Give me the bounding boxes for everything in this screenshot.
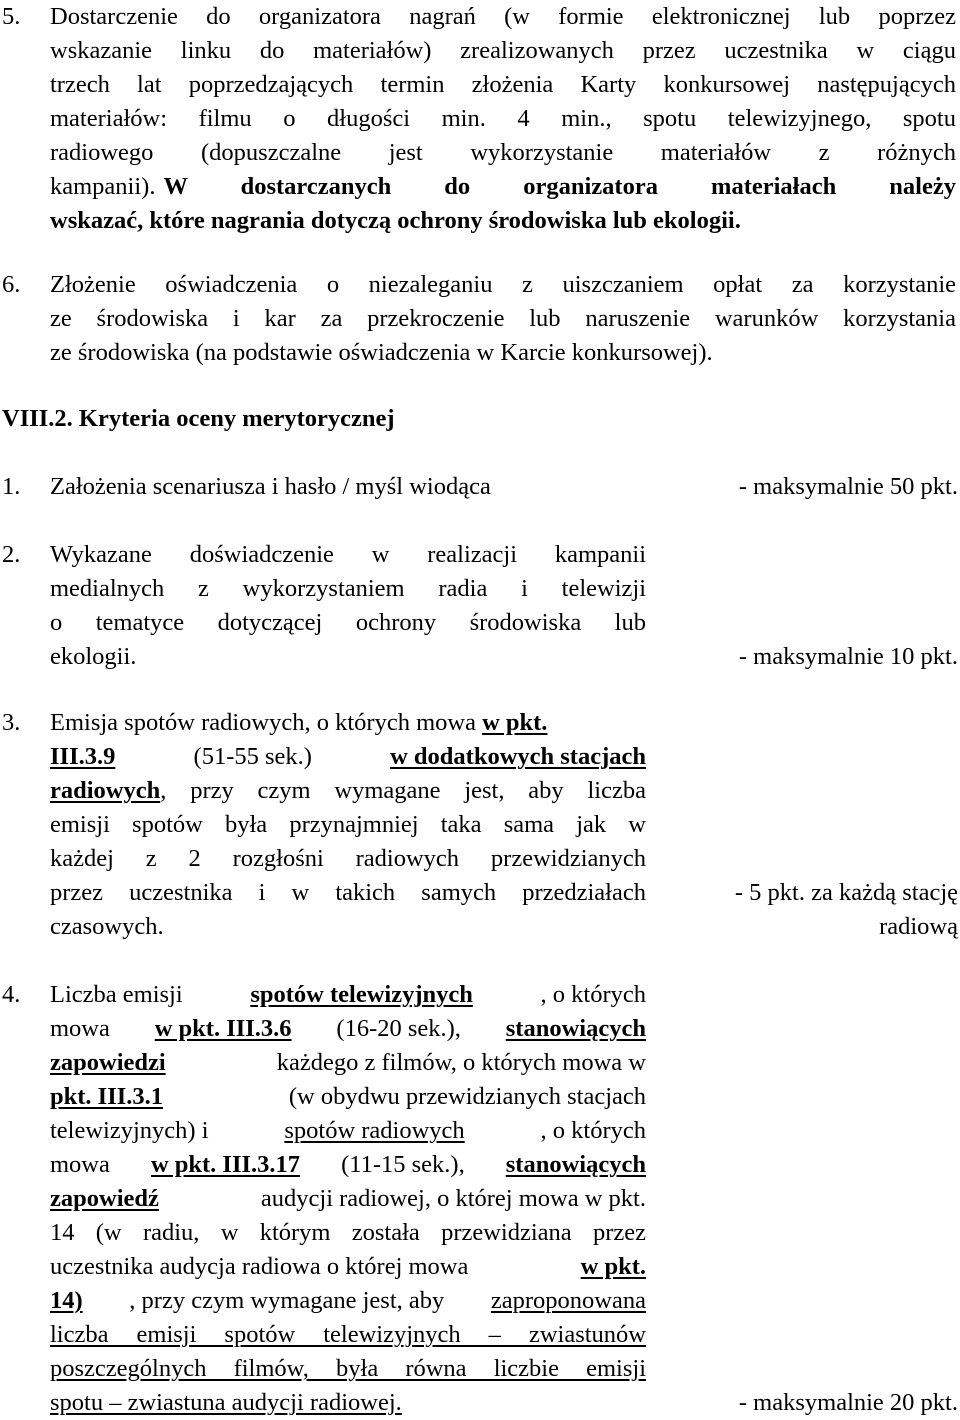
criterion3-text: (51-55 sek.) [193, 743, 312, 770]
criterion4-text: Liczba emisji [50, 981, 183, 1008]
criterion4-ref: w pkt. III.3.17 [150, 1151, 301, 1178]
item5-number: 5. [2, 3, 21, 30]
item5-line: trzech lat poprzedzających termin złożenia Karty konkursowej następujących [50, 71, 956, 98]
criterion4-line: liczba emisji spotów telewizyjnych – zwiastunów [50, 1321, 646, 1348]
criterion2-line: medialnych z wykorzystaniem radia i telewizji [50, 575, 646, 602]
criterion3-emphasis: radiowych [50, 777, 161, 804]
criterion4-text: mowa [50, 1151, 110, 1178]
item5-line: Dostarczenie do organizatora nagrań (w formie elektronicznej lub poprzez [50, 3, 956, 30]
criterion3-ref: w pkt. [482, 709, 548, 736]
item5-line-mixed [50, 170, 956, 204]
criterion4-text: uczestnika audycja radiowa o której mowa [50, 1253, 469, 1280]
criterion3-line: przez uczestnika i w takich samych przedziałach [50, 879, 646, 906]
criterion4-emphasis: spotów telewizyjnych [250, 981, 473, 1008]
criterion4-text: (w obydwu przewidzianych stacjach [288, 1083, 646, 1110]
item6-line: Złożenie oświadczenia o niezaleganiu z uiszczaniem opłat za korzystanie [50, 271, 956, 298]
item6-number: 6. [2, 271, 21, 298]
criterion4-text: (16-20 sek.), [336, 1015, 461, 1042]
item6-line: ze środowiska (na podstawie oświadczenia w Karcie konkursowej). [50, 339, 713, 366]
criterion3-text: Emisja spotów radiowych, o których mowa [50, 709, 483, 736]
criterion4-emphasis: stanowiących [505, 1151, 646, 1178]
criterion4-ref: w pkt. III.3.6 [154, 1015, 292, 1042]
criterion4-line [50, 1080, 646, 1114]
criterion4-text: , przy czym wymagane jest, aby [129, 1287, 445, 1314]
criterion4-number: 4. [2, 981, 21, 1008]
criterion4-emphasis: zaproponowana [490, 1287, 646, 1314]
criterion2-line: o tematyce dotyczącej ochrony środowiska lub [50, 609, 646, 636]
criterion3-line: emisji spotów była przynajmniej taka sama jak w [50, 811, 646, 838]
criterion4-line [50, 1182, 646, 1216]
section-heading: VIII.2. Kryteria oceny merytorycznej [2, 405, 395, 432]
criterion4-ref: pkt. III.3.1 [50, 1083, 164, 1110]
criterion3-points: - 5 pkt. za każdą stację [734, 879, 958, 906]
criterion3-text: , przy czym wymagane jest, aby liczba [160, 777, 646, 804]
criterion2-points: - maksymalnie 10 pkt. [738, 643, 958, 670]
criterion3-line [50, 740, 646, 774]
criterion4-line [50, 1114, 646, 1148]
criterion1-number: 1. [2, 473, 21, 500]
criterion3-line: czasowych. [50, 913, 164, 940]
criterion2-line: Wykazane doświadczenie w realizacji kampanii [50, 541, 646, 568]
criterion4-line [50, 1012, 646, 1046]
criterion4-ref: w pkt. [580, 1253, 646, 1280]
criterion4-text: telewizyjnych) i [50, 1117, 209, 1144]
item5-bold-text: W dostarczanych do organizatora materiałach należy [163, 173, 956, 200]
criterion4-line [50, 1046, 646, 1080]
criterion3-number: 3. [2, 709, 21, 736]
criterion2-line: ekologii. [50, 643, 137, 670]
criterion1-points: - maksymalnie 50 pkt. [738, 473, 958, 500]
criterion4-text: , o których [540, 1117, 646, 1144]
item5-text: kampanii). [50, 173, 156, 200]
criterion4-line [50, 1250, 646, 1284]
criterion4-text: mowa [50, 1015, 110, 1042]
item5-line: materiałów: filmu o długości min. 4 min., spotu telewizyjnego, spotu [50, 105, 956, 132]
criterion4-points: - maksymalnie 20 pkt. [738, 1389, 958, 1416]
criterion4-text: każdego z filmów, o których mowa w [276, 1049, 646, 1076]
criterion1-text: Założenia scenariusza i hasło / myśl wiodąca [50, 473, 491, 500]
criterion4-emphasis: stanowiących [505, 1015, 646, 1042]
item5-line: wskazanie linku do materiałów) zrealizowanych przez uczestnika w ciągu [50, 37, 956, 64]
criterion3-line [50, 706, 547, 740]
criterion3-line [50, 774, 646, 808]
criterion3-emphasis: w dodatkowych stacjach [390, 743, 646, 770]
criterion4-line [50, 1284, 646, 1318]
criterion4-line [50, 1148, 646, 1182]
item5-bold-line: wskazać, które nagrania dotyczą ochrony środowiska lub ekologii. [50, 207, 741, 234]
item5-line: radiowego (dopuszczalne jest wykorzystanie materiałów z różnych [50, 139, 956, 166]
criterion4-line: poszczególnych filmów, była równa liczbie emisji [50, 1355, 646, 1382]
criterion4-text: , o których [540, 981, 646, 1008]
criterion4-emphasis: zapowiedź [50, 1185, 159, 1212]
criterion4-ref: 14) [50, 1287, 83, 1314]
criterion4-text: audycji radiowej, o której mowa w pkt. [260, 1185, 646, 1212]
criterion4-line: spotu – zwiastuna audycji radiowej. [50, 1389, 402, 1416]
criterion3-line: każdej z 2 rozgłośni radiowych przewidzianych [50, 845, 646, 872]
criterion2-number: 2. [2, 541, 21, 568]
criterion4-emphasis: zapowiedzi [50, 1049, 166, 1076]
criterion4-line: 14 (w radiu, w którym została przewidziana przez [50, 1219, 646, 1246]
item6-line: ze środowiska i kar za przekroczenie lub naruszenie warunków korzystania [50, 305, 956, 332]
criterion4-emphasis: spotów radiowych [284, 1117, 465, 1144]
criterion4-text: (11-15 sek.), [341, 1151, 465, 1178]
criterion3-points-cont: radiową [879, 913, 958, 940]
criterion4-line [50, 978, 646, 1012]
criterion3-ref: III.3.9 [50, 743, 116, 770]
